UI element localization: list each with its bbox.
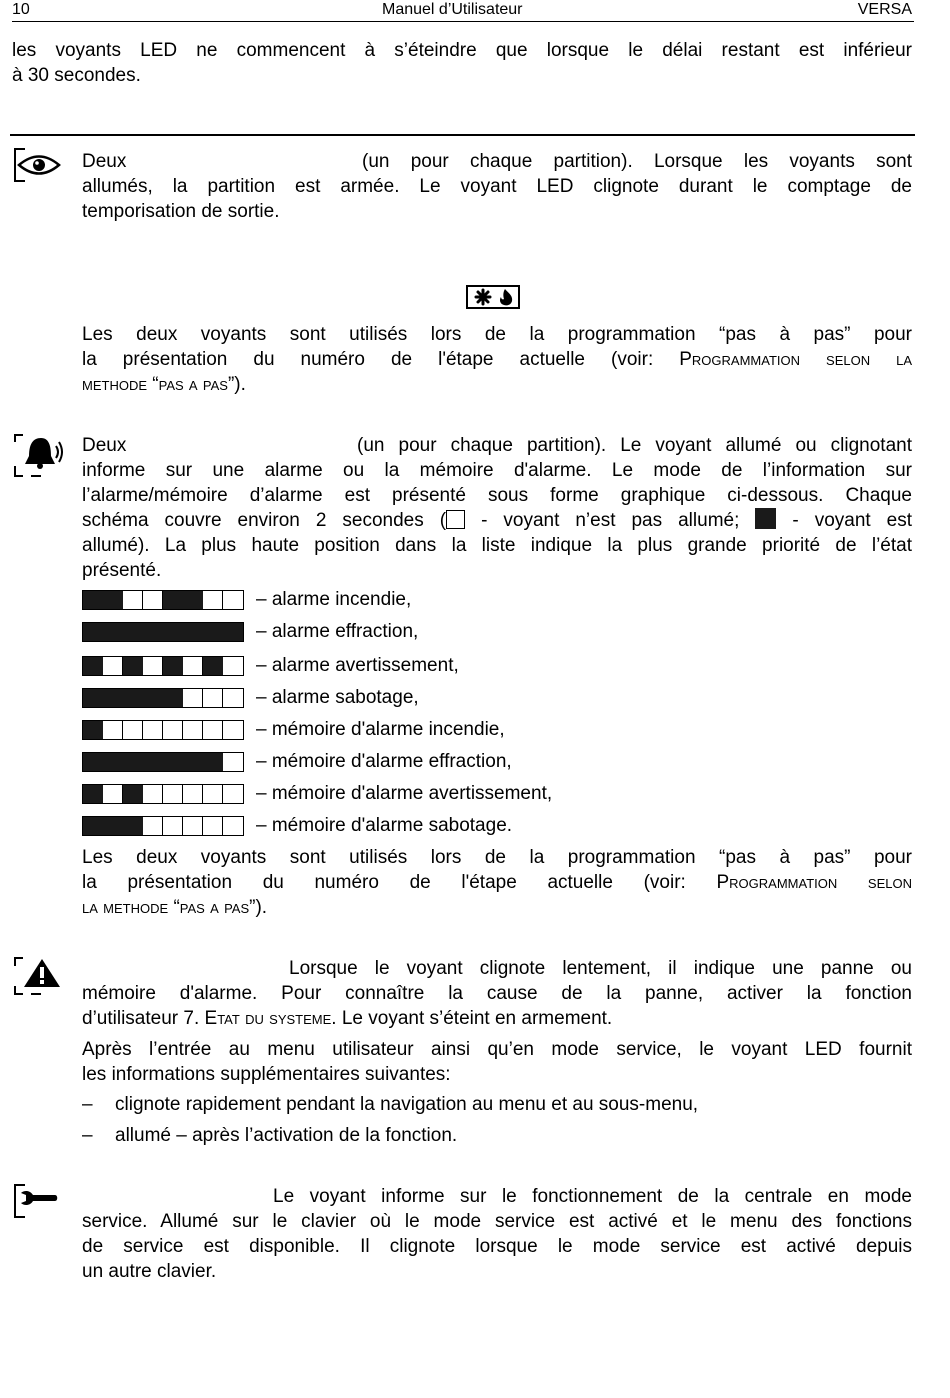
header-rule: [12, 21, 914, 22]
led-cell-on: [123, 623, 143, 641]
asterisk-flame-icon: [466, 285, 520, 309]
led-cell-off: [223, 689, 243, 707]
armed-line-1: (un pour chaque partition). Lorsque les voyants sont: [362, 151, 912, 172]
led-cell-on: [83, 657, 103, 675]
page-number: 10: [12, 1, 30, 18]
led-cell-on: [183, 591, 203, 609]
led-cell-on: [123, 753, 143, 771]
led-cell-on: [83, 689, 103, 707]
led-cell-off: [123, 591, 143, 609]
led-cell-on: [203, 753, 223, 771]
led-cell-off: [123, 721, 143, 739]
led-cell-on: [123, 785, 143, 803]
led-cell-off: [103, 721, 123, 739]
led-cell-off: [143, 817, 163, 835]
program-note-1-line-3: methode “pas a pas”).: [82, 374, 246, 395]
led-cell-on: [123, 689, 143, 707]
service-line-1: Le voyant informe sur le fonctionnement de la centrale en mode: [273, 1186, 912, 1207]
led-pattern: [82, 656, 244, 676]
pattern-label: – mémoire d'alarme sabotage.: [256, 815, 513, 836]
led-cell-off: [223, 657, 243, 675]
led-cell-off: [143, 657, 163, 675]
led-cell-on: [163, 753, 183, 771]
led-cell-on: [183, 753, 203, 771]
led-pattern: [82, 688, 244, 708]
led-cell-off: [143, 721, 163, 739]
led-pattern: [82, 784, 244, 804]
program-note-1-line-1: Les deux voyants sont utilisés lors de la programmation “pas à pas” pour: [82, 324, 912, 345]
trouble-line-2: mémoire d'alarme. Pour connaître la cause de la panne, activer la fonction: [82, 983, 912, 1004]
led-cell-on: [83, 623, 103, 641]
led-cell-off: [203, 689, 223, 707]
trouble-line-5: les informations supplémentaires suivantes:: [82, 1064, 451, 1085]
program-note-2-line-3: la methode “pas a pas”).: [82, 897, 268, 918]
alarm-line-4: schéma couvre environ 2 secondes ( - voyant n’est pas allumé; - voyant est: [82, 510, 913, 531]
led-cell-on: [163, 689, 183, 707]
section-rule: [10, 134, 915, 136]
intro-line-1: les voyants LED ne commencent à s’éteindre que lorsque le délai restant est inférieur: [12, 40, 912, 61]
led-cell-on: [103, 817, 123, 835]
trouble-line-3: d’utilisateur 7. Etat du systeme. Le voyant s’éteint en armement.: [82, 1008, 613, 1029]
pattern-label: – alarme sabotage,: [256, 687, 419, 708]
led-cell-on: [223, 623, 243, 641]
led-cell-off: [183, 721, 203, 739]
pattern-label: – mémoire d'alarme effraction,: [256, 751, 512, 772]
led-pattern: [82, 622, 244, 642]
trouble-bullet-2: allumé – après l’activation de la fonction.: [115, 1125, 458, 1146]
led-cell-on: [143, 689, 163, 707]
pattern-label: – alarme avertissement,: [256, 655, 459, 676]
alarm-line-5: allumé). La plus haute position dans la liste indique la plus grande priorité de l’état: [82, 535, 912, 556]
alarm-line-1: (un pour chaque partition). Le voyant allumé ou clignotant: [357, 435, 912, 456]
bullet-dash: –: [82, 1094, 93, 1115]
intro-line-2: à 30 secondes.: [12, 65, 141, 86]
product-name: VERSA: [857, 1, 912, 18]
led-cell-off: [143, 785, 163, 803]
alarm-line-3: l’alarme/mémoire d’alarme est présenté sous forme graphique ci-dessous. Chaque: [82, 485, 912, 506]
led-off-square: [446, 510, 465, 529]
armed-line-2: allumés, la partition est armée. Le voyant LED clignote durant le comptage de: [82, 176, 912, 197]
led-cell-on: [83, 591, 103, 609]
led-cell-on: [83, 721, 103, 739]
led-cell-on: [163, 657, 183, 675]
led-cell-off: [223, 817, 243, 835]
program-note-1-line-2: la présentation du numéro de l'étape actuelle (voir: Programmation selon la: [82, 349, 913, 370]
led-on-square: [755, 508, 776, 529]
trouble-line-4: Après l’entrée au menu utilisateur ainsi qu’en mode service, le voyant LED fournit: [82, 1039, 912, 1060]
led-cell-off: [223, 591, 243, 609]
led-cell-on: [103, 623, 123, 641]
led-cell-on: [143, 753, 163, 771]
led-cell-off: [183, 785, 203, 803]
bullet-dash: –: [82, 1125, 93, 1146]
alarm-line-6: présenté.: [82, 560, 162, 581]
trouble-line-1: Lorsque le voyant clignote lentement, il indique une panne ou: [289, 958, 912, 979]
running-title: Manuel d’Utilisateur: [382, 1, 523, 18]
led-cell-off: [223, 753, 243, 771]
trouble-bullet-1: clignote rapidement pendant la navigation au menu et au sous-menu,: [115, 1094, 699, 1115]
led-cell-off: [143, 591, 163, 609]
led-cell-on: [183, 623, 203, 641]
bell-icon: [13, 434, 63, 478]
pattern-label: – mémoire d'alarme incendie,: [256, 719, 505, 740]
alarm-lead: Deux: [82, 435, 127, 456]
service-line-3: de service est disponible. Il clignote lorsque le mode service est activé depuis: [82, 1236, 912, 1257]
led-pattern: [82, 590, 244, 610]
led-pattern: [82, 720, 244, 740]
led-cell-on: [123, 657, 143, 675]
warning-icon: [13, 956, 63, 996]
service-line-4: un autre clavier.: [82, 1261, 217, 1282]
led-cell-on: [83, 753, 103, 771]
led-cell-on: [83, 785, 103, 803]
led-cell-on: [103, 753, 123, 771]
led-cell-off: [163, 785, 183, 803]
armed-line-3: temporisation de sortie.: [82, 201, 280, 222]
pattern-label: – mémoire d'alarme avertissement,: [256, 783, 553, 804]
led-cell-off: [103, 785, 123, 803]
led-cell-on: [83, 817, 103, 835]
wrench-icon: [13, 1184, 63, 1218]
led-cell-on: [163, 623, 183, 641]
armed-lead: Deux: [82, 151, 127, 172]
led-cell-off: [203, 785, 223, 803]
led-pattern: [82, 752, 244, 772]
service-line-2: service. Allumé sur le clavier où le mode service est activé et le menu des fonctions: [82, 1211, 912, 1232]
led-cell-on: [203, 623, 223, 641]
led-cell-off: [183, 657, 203, 675]
led-cell-off: [183, 689, 203, 707]
pattern-label: – alarme effraction,: [256, 621, 419, 642]
alarm-line-2: informe sur une alarme ou la mémoire d'alarme. Le mode de l’information sur: [82, 460, 912, 481]
led-cell-on: [123, 817, 143, 835]
led-cell-on: [103, 591, 123, 609]
pattern-label: – alarme incendie,: [256, 589, 412, 610]
led-cell-off: [183, 817, 203, 835]
led-cell-on: [163, 591, 183, 609]
led-cell-on: [103, 689, 123, 707]
led-cell-off: [203, 721, 223, 739]
led-cell-off: [103, 657, 123, 675]
led-cell-off: [223, 785, 243, 803]
led-cell-off: [163, 817, 183, 835]
led-cell-off: [203, 591, 223, 609]
program-note-2-line-1: Les deux voyants sont utilisés lors de la programmation “pas à pas” pour: [82, 847, 912, 868]
led-pattern: [82, 816, 244, 836]
led-cell-off: [223, 721, 243, 739]
program-note-2-line-2: la présentation du numéro de l'étape actuelle (voir: Programmation selon: [82, 872, 912, 893]
led-cell-on: [143, 623, 163, 641]
led-cell-off: [203, 817, 223, 835]
eye-icon: [13, 148, 63, 182]
led-cell-off: [163, 721, 183, 739]
led-cell-on: [203, 657, 223, 675]
